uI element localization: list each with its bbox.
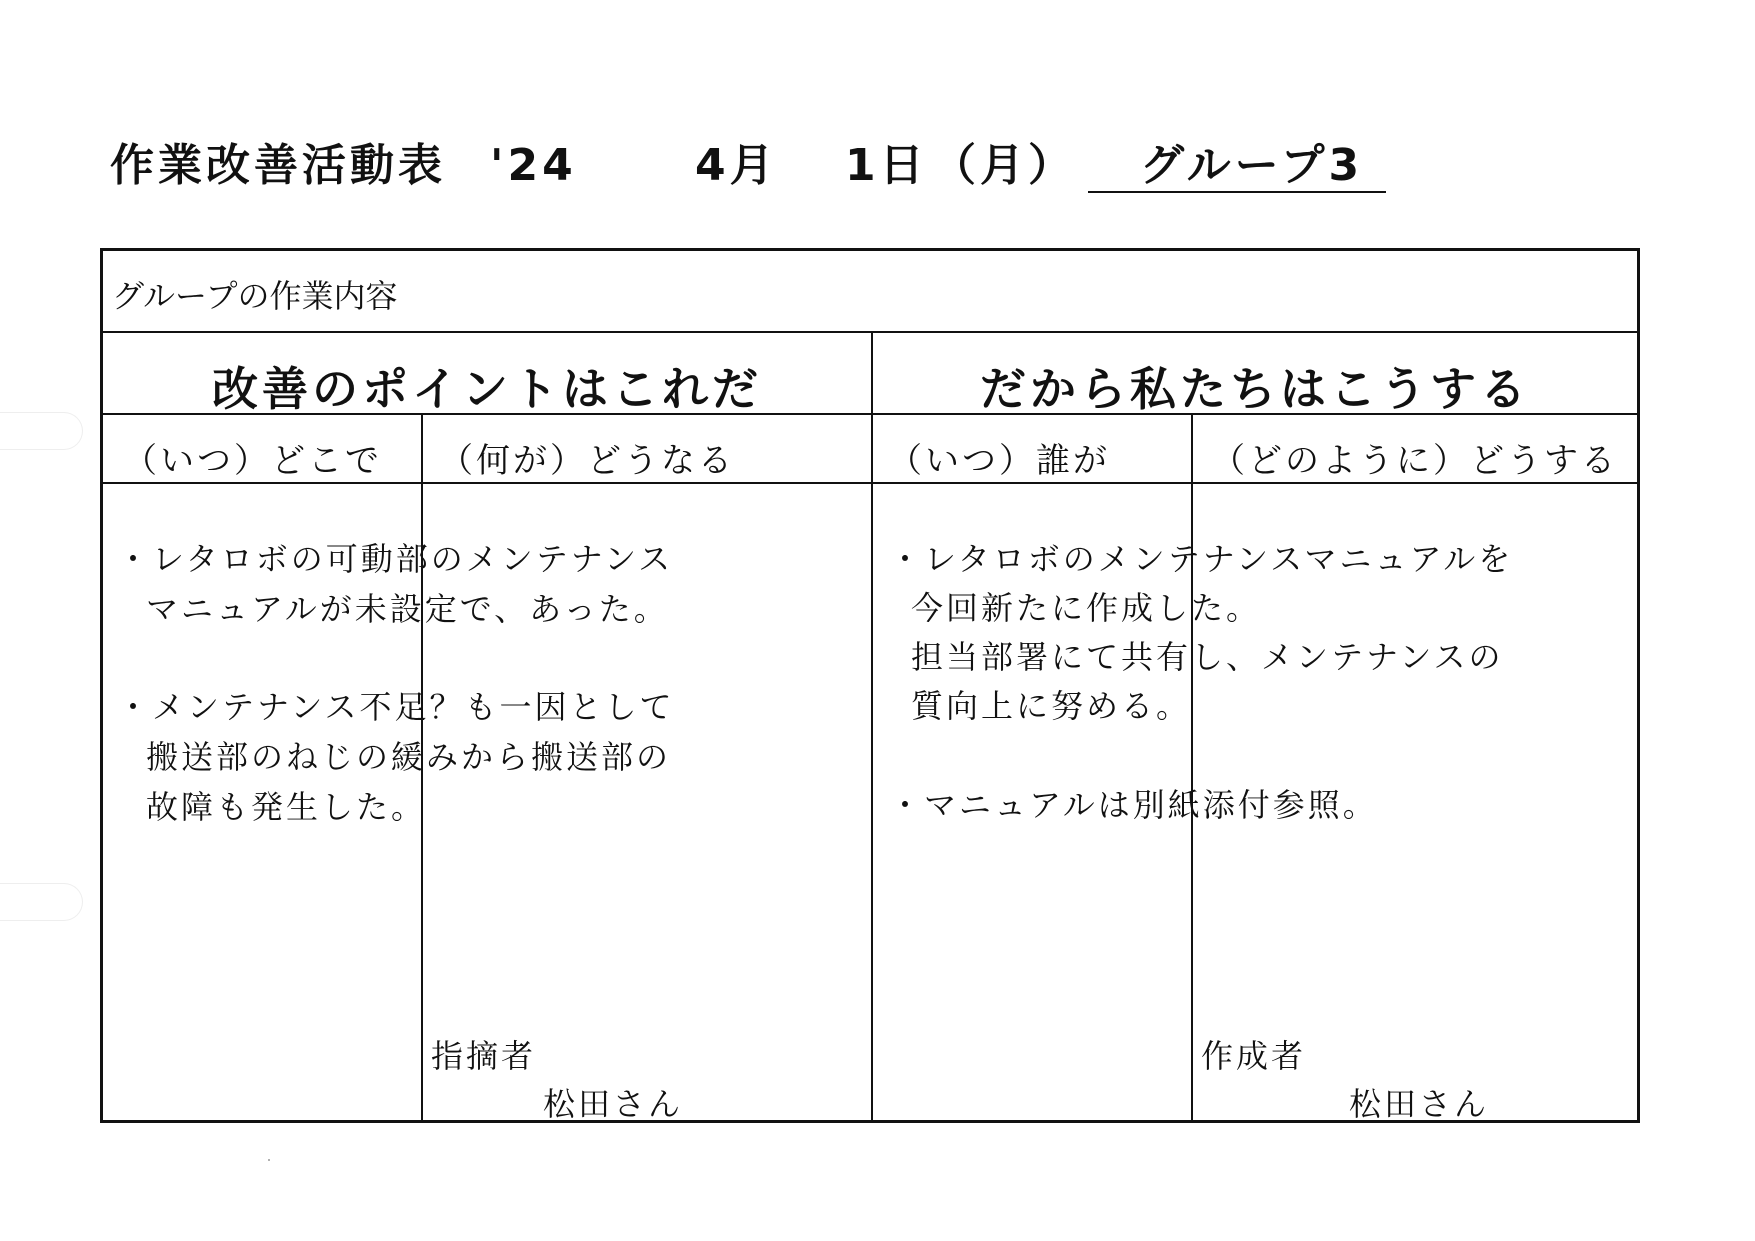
right-section-heading: だから私たちはこうする xyxy=(980,362,1530,416)
left-body-line: ・レタロボの可動部のメンテナンス xyxy=(117,540,674,578)
month-value: 4月 xyxy=(695,140,778,191)
left-section-heading: 改善のポイントはこれだ xyxy=(212,362,762,416)
pointed-out-by-label: 指摘者 xyxy=(431,1037,537,1075)
right-body-line: 担当部署にて共有し、メンテナンスの xyxy=(911,638,1504,676)
created-by-name: 松田さん xyxy=(1349,1085,1490,1123)
column-divider-right xyxy=(1191,413,1193,1123)
group-name: グループ3 xyxy=(1140,140,1364,191)
left-body-line: 故障も発生した。 xyxy=(146,788,427,826)
created-by-label: 作成者 xyxy=(1201,1037,1307,1075)
section-divider xyxy=(871,331,873,1123)
form-title: 作業改善活動表 xyxy=(110,140,446,191)
right-body-line: ・レタロボのメンテナンスマニュアルを xyxy=(889,540,1514,578)
right-body-line: ・マニュアルは別紙添付参照。 xyxy=(889,786,1378,824)
left-body-line: 搬送部のねじの緩みから搬送部の xyxy=(146,738,672,776)
left-col1-header: （いつ）どこで xyxy=(123,441,382,481)
left-body-line: ・メンテナンス不足？も一因として xyxy=(117,688,675,726)
year-value: '24 xyxy=(490,140,577,191)
pointed-out-by-name: 松田さん xyxy=(543,1085,684,1123)
right-col2-header: （どのように）どうする xyxy=(1211,441,1618,481)
row-divider xyxy=(103,482,1637,484)
row-divider xyxy=(103,331,1637,333)
right-body-line: 今回新たに作成した。 xyxy=(911,589,1262,627)
punch-hole-mark xyxy=(0,883,83,921)
left-body-line: マニュアルが未設定で、あった。 xyxy=(146,590,669,628)
right-col1-header: （いつ）誰が xyxy=(888,441,1110,481)
weekday-value: （月） xyxy=(932,140,1076,191)
group-underline xyxy=(1088,191,1386,193)
day-value: 1日 xyxy=(845,140,928,191)
left-col2-header: （何が）どうなる xyxy=(439,441,735,481)
right-body-line: 質向上に努める。 xyxy=(911,687,1192,725)
scan-speck xyxy=(268,1159,270,1161)
punch-hole-mark xyxy=(0,412,83,450)
group-content-label: グループの作業内容 xyxy=(112,277,398,315)
improvement-form-table xyxy=(100,248,1640,1123)
